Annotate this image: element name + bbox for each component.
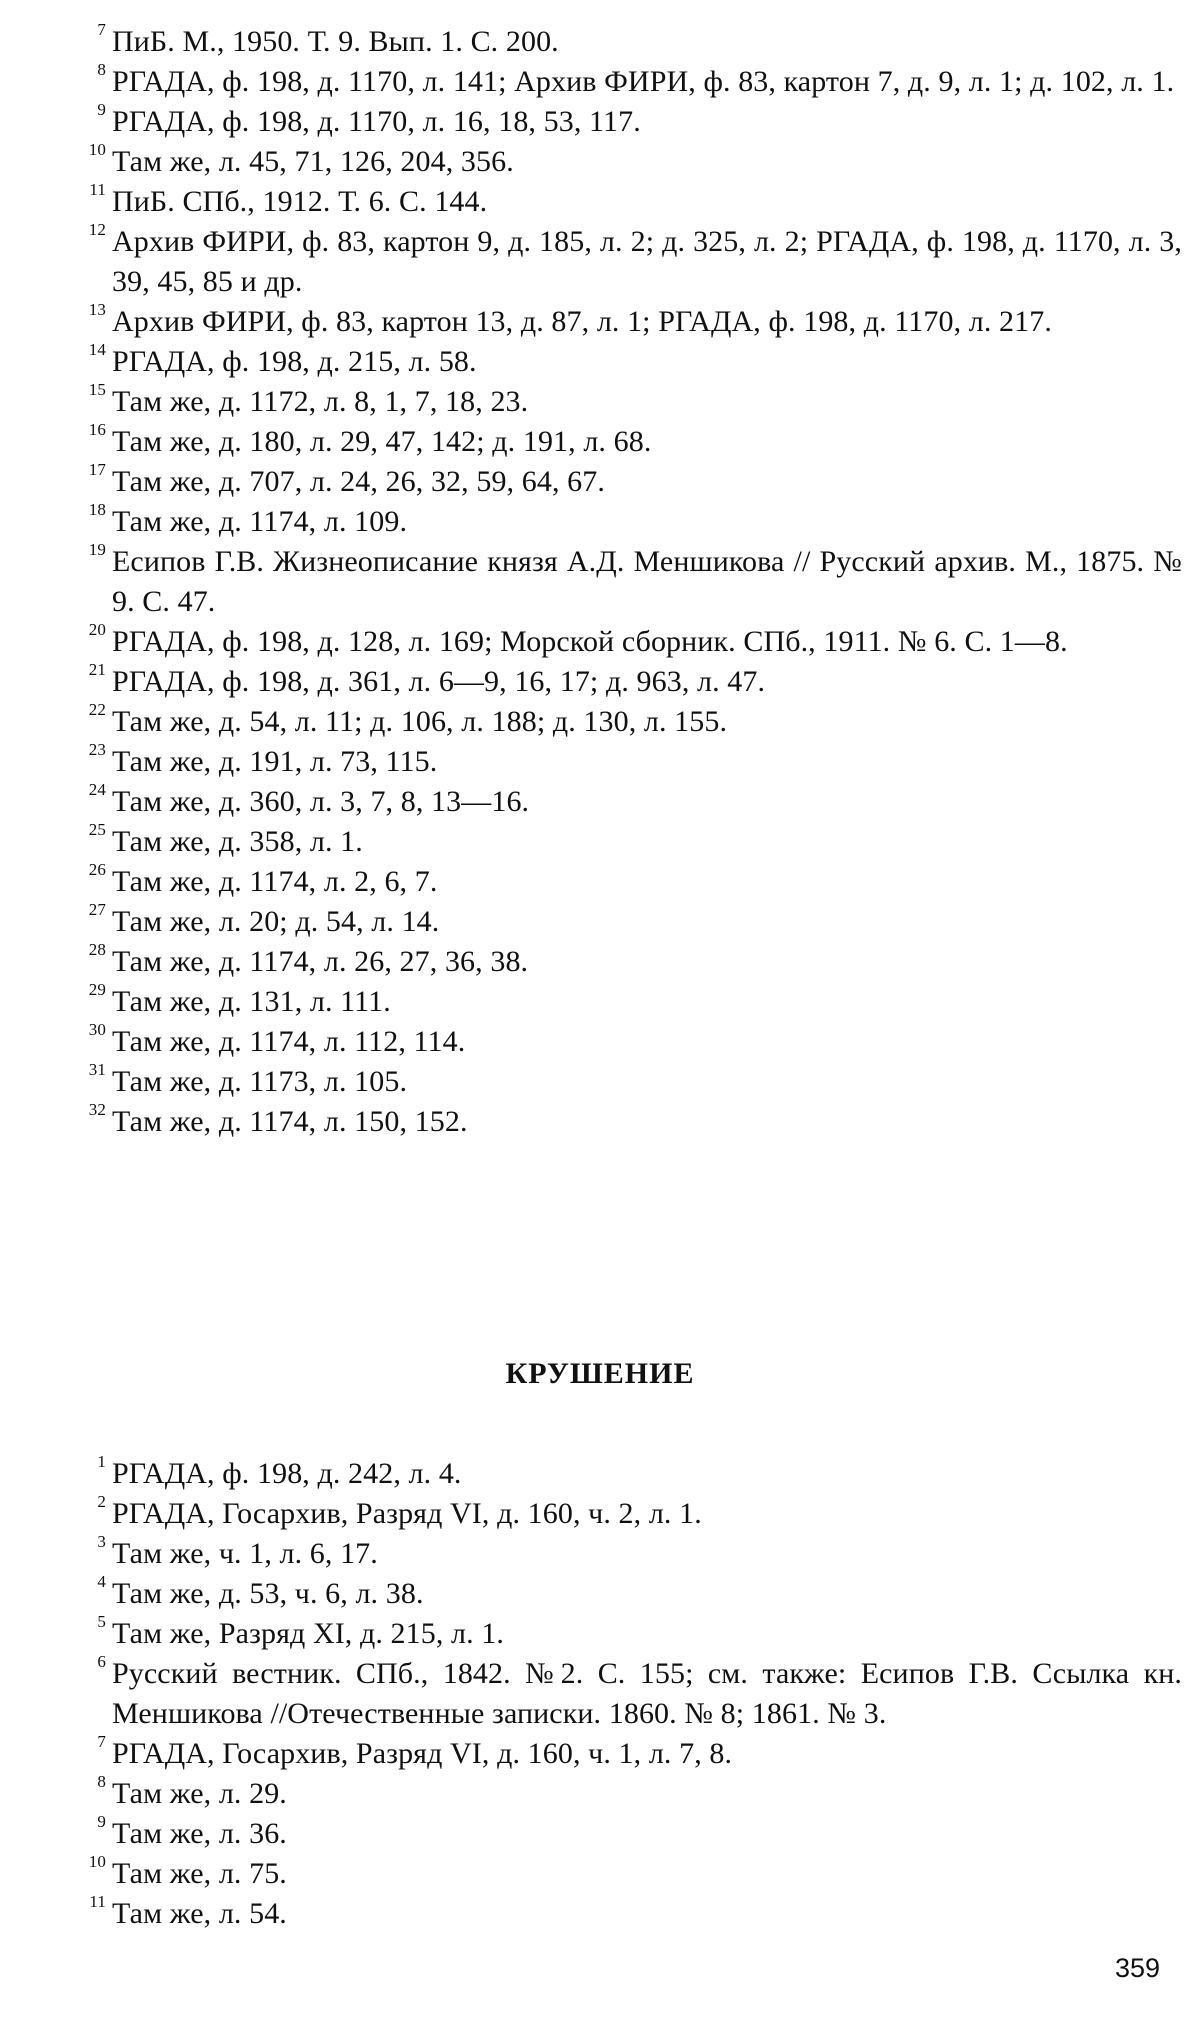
footnote-text: Архив ФИРИ, ф. 83, картон 9, д. 185, л. 2; д. 325, л. 2; РГАДА, ф. 198, д. 1170, л. 3, 39, 45, 85 и др. [112, 225, 1182, 298]
footnote-number: 28 [88, 940, 106, 959]
footnote-text: Там же, д. 1174, л. 2, 6, 7. [112, 865, 438, 898]
footnote [82, 1734, 1182, 1774]
footnote [82, 142, 1182, 182]
footnote [82, 422, 1182, 462]
footnote [82, 622, 1182, 662]
footnote [82, 1454, 1182, 1494]
footnote-number: 7 [97, 20, 106, 39]
footnote [82, 302, 1182, 342]
footnote-number: 3 [97, 1532, 106, 1551]
footnote-number: 22 [88, 700, 106, 719]
footnote-number: 9 [97, 100, 106, 119]
footnote-text: Архив ФИРИ, ф. 83, картон 13, д. 87, л. 1; РГАДА, ф. 198, д. 1170, л. 217. [112, 305, 1052, 338]
footnote [82, 1814, 1182, 1854]
footnote [82, 1654, 1182, 1734]
footnote-text: РГАДА, ф. 198, д. 1170, л. 16, 18, 53, 117. [112, 105, 641, 138]
footnote-number: 6 [97, 1652, 106, 1671]
footnote [82, 902, 1182, 942]
footnote [82, 102, 1182, 142]
footnote-number: 8 [97, 1772, 106, 1791]
footnote-number: 8 [97, 60, 106, 79]
footnote-text: РГАДА, ф. 198, д. 128, л. 169; Морской сборник. СПб., 1911. № 6. С. 1—8. [112, 625, 1068, 658]
footnote-text: Там же, л. 20; д. 54, л. 14. [112, 905, 440, 938]
footnote [82, 62, 1182, 102]
footnote [82, 342, 1182, 382]
footnote-text: Там же, д. 1174, л. 26, 27, 36, 38. [112, 945, 529, 978]
page-number: 359 [1114, 1953, 1160, 1983]
footnote [82, 862, 1182, 902]
footnote-text: Там же, д. 358, л. 1. [112, 825, 363, 858]
footnote-text: Там же, д. 1173, л. 105. [112, 1065, 408, 1098]
footnote [82, 662, 1182, 702]
notes-list-krushenie [82, 1454, 1182, 1934]
footnote-number: 2 [97, 1492, 106, 1511]
footnote [82, 942, 1182, 982]
footnote-text: Там же, д. 180, л. 29, 47, 142; д. 191, л. 68. [112, 425, 652, 458]
footnote [82, 1854, 1182, 1894]
footnote-number: 25 [88, 820, 106, 839]
footnote [82, 982, 1182, 1022]
footnote-number: 10 [88, 1852, 106, 1871]
footnote-text: ПиБ. М., 1950. Т. 9. Вып. 1. С. 200. [112, 25, 559, 58]
footnote-text: Там же, л. 29. [112, 1777, 287, 1810]
footnote [82, 1614, 1182, 1654]
footnote-text: РГАДА, Госархив, Разряд VI, д. 160, ч. 2, л. 1. [112, 1497, 702, 1530]
footnote-text: РГАДА, ф. 198, д. 361, л. 6—9, 16, 17; д. 963, л. 47. [112, 665, 766, 698]
footnote-number: 27 [88, 900, 106, 919]
footnote [82, 462, 1182, 502]
footnote-number: 11 [89, 180, 106, 199]
footnote-number: 19 [88, 540, 106, 559]
footnote [82, 822, 1182, 862]
footnote-text: Там же, л. 75. [112, 1857, 287, 1890]
footnote-number: 26 [88, 860, 106, 879]
footnote [82, 222, 1182, 302]
footnote [82, 182, 1182, 222]
footnote-text: Там же, д. 1174, л. 109. [112, 505, 408, 538]
footnote-text: Там же, ч. 1, л. 6, 17. [112, 1537, 378, 1570]
footnote-number: 15 [88, 380, 106, 399]
footnote-text: Там же, д. 1174, л. 112, 114. [112, 1025, 466, 1058]
footnote [82, 702, 1182, 742]
footnote-text: ПиБ. СПб., 1912. Т. 6. С. 144. [112, 185, 488, 218]
footnote-text: Там же, д. 191, л. 73, 115. [112, 745, 438, 778]
footnote-number: 29 [88, 980, 106, 999]
footnote-text: Там же, л. 45, 71, 126, 204, 356. [112, 145, 514, 178]
footnote-text: Русский вестник. СПб., 1842. №2. С. 155; см. также: Есипов Г.В. Ссылка кн. Меншикова //Отечественные записки. 1860. № 8; 1861. № 3. [112, 1657, 1182, 1730]
footnote [82, 1774, 1182, 1814]
footnote-number: 1 [97, 1452, 106, 1471]
footnote-number: 13 [88, 300, 106, 319]
footnote-number: 12 [88, 220, 106, 239]
footnote-number: 20 [88, 620, 106, 639]
footnote-number: 16 [88, 420, 106, 439]
footnote-number: 17 [88, 460, 106, 479]
footnote-text: Там же, л. 54. [112, 1897, 287, 1930]
footnote [82, 1574, 1182, 1614]
footnote-number: 32 [88, 1100, 106, 1119]
notes-list-previous-chapter [82, 22, 1182, 1142]
footnote [82, 502, 1182, 542]
footnote-number: 21 [88, 660, 106, 679]
footnote-text: Там же, д. 1172, л. 8, 1, 7, 18, 23. [112, 385, 529, 418]
footnote-text: Там же, л. 36. [112, 1817, 287, 1850]
footnote-number: 18 [88, 500, 106, 519]
footnote-text: Там же, д. 131, л. 111. [112, 985, 391, 1018]
footnote-text: Там же, д. 707, л. 24, 26, 32, 59, 64, 67. [112, 465, 605, 498]
footnote [82, 542, 1182, 622]
footnote [82, 22, 1182, 62]
footnote-number: 23 [88, 740, 106, 759]
footnote-number: 11 [89, 1892, 106, 1911]
footnote-number: 9 [97, 1812, 106, 1831]
footnote [82, 1894, 1182, 1934]
footnote-text: РГАДА, Госархив, Разряд VI, д. 160, ч. 1, л. 7, 8. [112, 1737, 733, 1770]
footnote [82, 1062, 1182, 1102]
footnote-text: Там же, Разряд XI, д. 215, л. 1. [112, 1617, 505, 1650]
footnote [82, 382, 1182, 422]
footnote-text: Есипов Г.В. Жизнеописание князя А.Д. Меншикова // Русский архив. М., 1875. № 9. С. 47. [112, 545, 1182, 618]
footnote-number: 30 [88, 1020, 106, 1039]
footnote-number: 31 [88, 1060, 106, 1079]
footnote [82, 1494, 1182, 1534]
footnote-text: Там же, д. 53, ч. 6, л. 38. [112, 1577, 424, 1610]
footnote-number: 14 [88, 340, 106, 359]
footnote-number: 24 [88, 780, 106, 799]
footnote-text: Там же, д. 1174, л. 150, 152. [112, 1105, 468, 1138]
footnote [82, 742, 1182, 782]
footnote-number: 4 [97, 1572, 106, 1591]
footnote [82, 1022, 1182, 1062]
footnote-text: Там же, д. 360, л. 3, 7, 8, 13—16. [112, 785, 530, 818]
footnote [82, 782, 1182, 822]
footnote-text: РГАДА, ф. 198, д. 1170, л. 141; Архив ФИРИ, ф. 83, картон 7, д. 9, л. 1; д. 102, л. 1. [112, 65, 1175, 98]
footnote-number: 10 [88, 140, 106, 159]
footnote-text: Там же, д. 54, л. 11; д. 106, л. 188; д. 130, л. 155. [112, 705, 728, 738]
section-heading: КРУШЕНИЕ [505, 1357, 695, 1390]
footnote [82, 1102, 1182, 1142]
footnote-number: 7 [97, 1732, 106, 1751]
footnote-number: 5 [97, 1612, 106, 1631]
footnote [82, 1534, 1182, 1574]
footnote-text: РГАДА, ф. 198, д. 215, л. 58. [112, 345, 477, 378]
footnote-text: РГАДА, ф. 198, д. 242, л. 4. [112, 1457, 462, 1490]
